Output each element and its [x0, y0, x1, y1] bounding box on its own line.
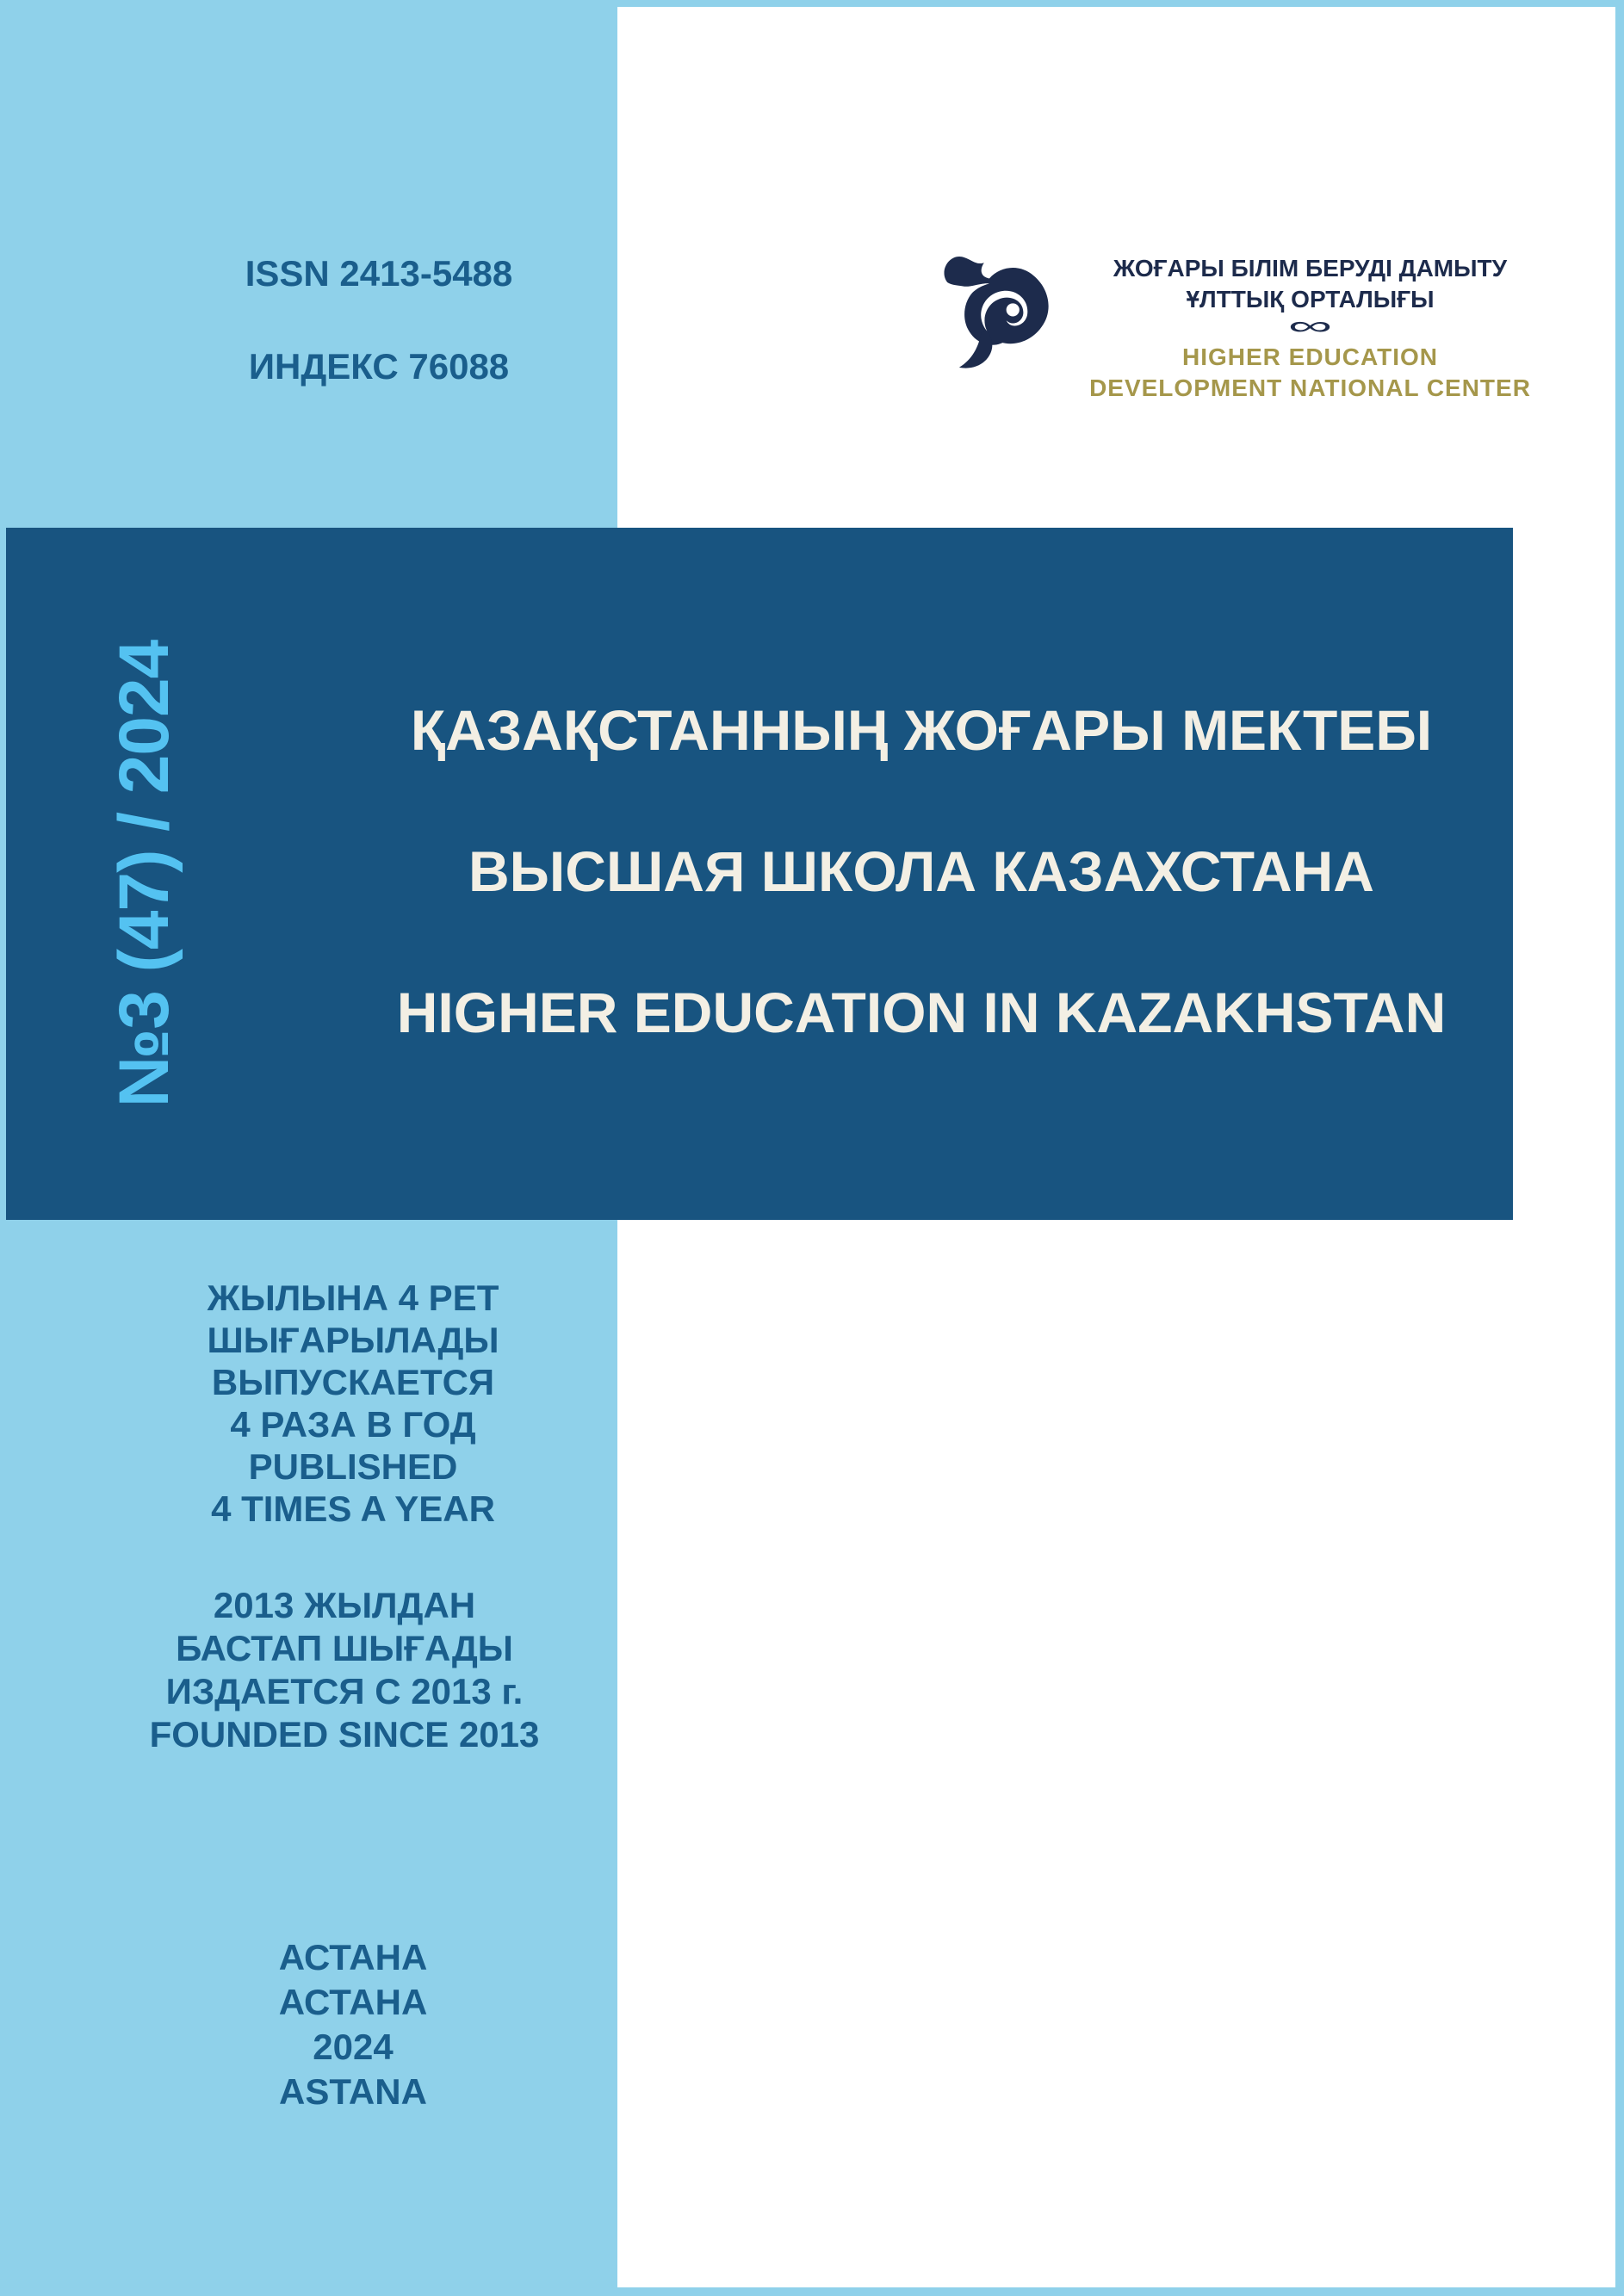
journal-title-kazakh: ҚАЗАҚСТАННЫҢ ЖОҒАРЫ МЕКТЕБІ: [410, 698, 1433, 762]
imprint-line: АСТАНА: [278, 1982, 428, 2022]
journal-title-russian: ВЫСШАЯ ШКОЛА КАЗАХСТАНА: [468, 839, 1374, 903]
publisher-logo: [932, 241, 1539, 403]
founded-block: [34, 1584, 654, 1756]
issue-number-vertical: №3 (47) / 2024: [105, 640, 183, 1108]
frequency-line: ЖЫЛЫНА 4 РЕТ: [207, 1278, 499, 1318]
frequency-block: [52, 1277, 654, 1530]
founded-line: FOUNDED SINCE 2013: [149, 1714, 540, 1754]
imprint-line: АСТАНА: [278, 1937, 428, 1977]
subscription-index: ИНДЕКС 76088: [248, 346, 510, 387]
frequency-line: ВЫПУСКАЕТСЯ: [211, 1362, 495, 1402]
bird-swirl-logo-icon: [932, 241, 1063, 389]
masthead: [129, 252, 629, 388]
founded-line: ИЗДАЕТСЯ С 2013 г.: [165, 1671, 524, 1711]
founded-line: 2013 ЖЫЛДАН: [213, 1585, 476, 1625]
frequency-line: PUBLISHED: [248, 1446, 458, 1487]
founded-line: БАСТАП ШЫҒАДЫ: [176, 1628, 513, 1668]
imprint-block: [52, 1935, 654, 2114]
journal-title-english: HIGHER EDUCATION IN KAZAKHSTAN: [396, 981, 1447, 1044]
publisher-name-kk-line2: ҰЛТТЫҚ ОРТАЛЫҒЫ: [1186, 286, 1435, 313]
infinity-divider-icon: ∞: [1287, 312, 1333, 341]
frequency-line: 4 TIMES A YEAR: [211, 1488, 495, 1529]
imprint-line: 2024: [313, 2027, 394, 2067]
publisher-name: [1082, 241, 1539, 403]
publisher-name-en-line1: HIGHER EDUCATION: [1181, 343, 1439, 370]
frequency-line: 4 РАЗА В ГОД: [230, 1404, 476, 1445]
publisher-name-kk-line1: ЖОҒАРЫ БІЛІМ БЕРУДІ ДАМЫТУ: [1113, 255, 1508, 282]
imprint-line: ASTANA: [279, 2071, 427, 2112]
frequency-line: ШЫҒАРЫЛАДЫ: [207, 1320, 499, 1360]
issn-number: ISSN 2413-5488: [245, 253, 513, 294]
title-banner: [6, 528, 1513, 1220]
publisher-name-en-line2: DEVELOPMENT NATIONAL CENTER: [1089, 374, 1531, 401]
